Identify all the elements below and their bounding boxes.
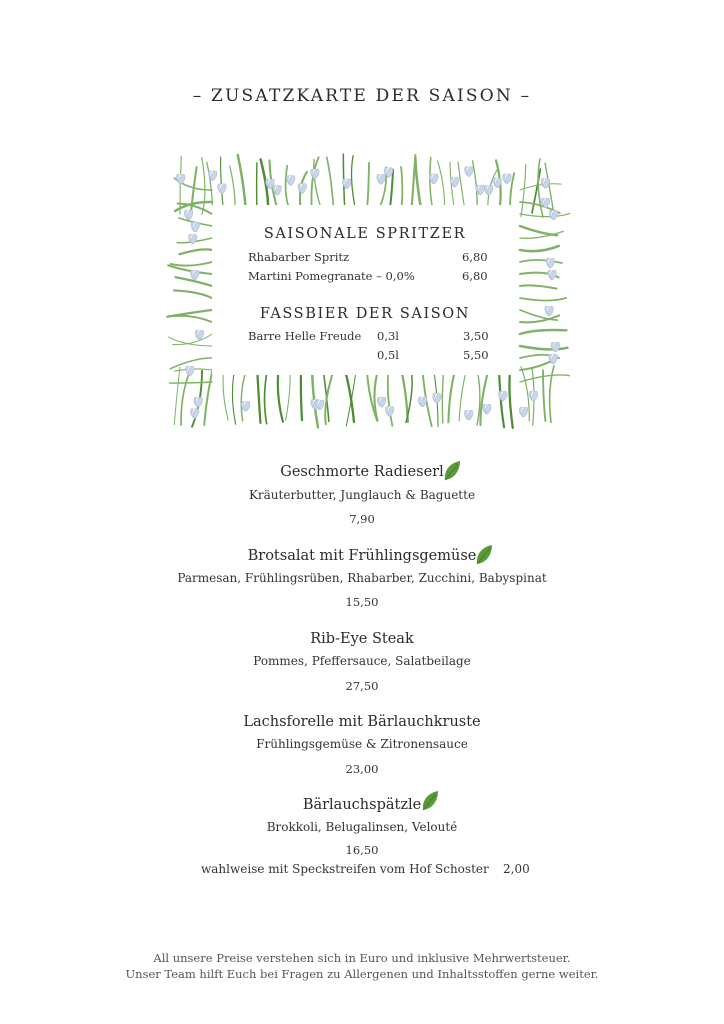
dish-title: Brotsalat mit Frühlingsgemüse — [247, 548, 477, 564]
dish-price: 23,00 — [345, 762, 379, 776]
drink-item-price: 6,80 — [462, 269, 488, 283]
beer-price: 5,50 — [463, 348, 489, 362]
dish-name — [0, 464, 724, 480]
dish-title: Bärlauchspätzle — [302, 797, 422, 813]
addon-text: wahlweise mit Speckstreifen vom Hof Schoster — [201, 862, 489, 876]
drink-item-price: 6,80 — [462, 250, 488, 264]
leaf-icon — [474, 544, 494, 566]
dish-title: Geschmorte Radieserl — [280, 464, 444, 480]
beer-size: 0,5l — [377, 348, 399, 362]
dish-description: Pommes, Pfeffersauce, Salatbeilage — [253, 654, 471, 668]
drink-item-name: Martini Pomegranate – 0,0% — [248, 269, 415, 283]
dish-price: 15,50 — [345, 595, 379, 609]
dish-price: 16,50 — [345, 843, 379, 857]
dish-name — [0, 797, 724, 813]
dish-price: 7,90 — [349, 512, 375, 526]
leaf-icon — [442, 460, 462, 482]
spritzer-heading: SAISONALE SPRITZER — [263, 226, 467, 242]
drink-item-name: Rhabarber Spritz — [248, 250, 350, 264]
dish-name — [0, 631, 724, 647]
beer-size: 0,3l — [377, 329, 399, 343]
beer-name: Barre Helle Freude — [248, 329, 362, 343]
beer-heading: FASSBIER DER SAISON — [259, 306, 471, 322]
beer-price: 3,50 — [463, 329, 489, 343]
dish-description: Kräuterbutter, Junglauch & Baguette — [248, 488, 476, 502]
leaf-icon — [420, 790, 440, 812]
dish-name — [0, 714, 724, 730]
dish-description: Parmesan, Frühlingsrüben, Rhabarber, Zucchini, Babyspinat — [177, 571, 547, 585]
dish-name — [0, 548, 724, 564]
dish-description: Frühlingsgemüse & Zitronensauce — [256, 737, 468, 751]
dish-title: Lachsforelle mit Bärlauchkruste — [243, 714, 481, 730]
footer-note: Unser Team hilft Euch bei Fragen zu Allergenen und Inhaltsstoffen gerne weiter. — [125, 967, 599, 981]
footer-note: All unsere Preise verstehen sich in Euro und inklusive Mehrwertsteuer. — [153, 951, 571, 965]
dish-price: 27,50 — [345, 679, 379, 693]
addon-price: 2,00 — [503, 862, 530, 876]
page-title: – ZUSATZKARTE DER SAISON – — [192, 86, 532, 106]
dish-title: Rib-Eye Steak — [310, 631, 414, 647]
dish-description: Brokkoli, Belugalinsen, Velouté — [266, 820, 458, 834]
